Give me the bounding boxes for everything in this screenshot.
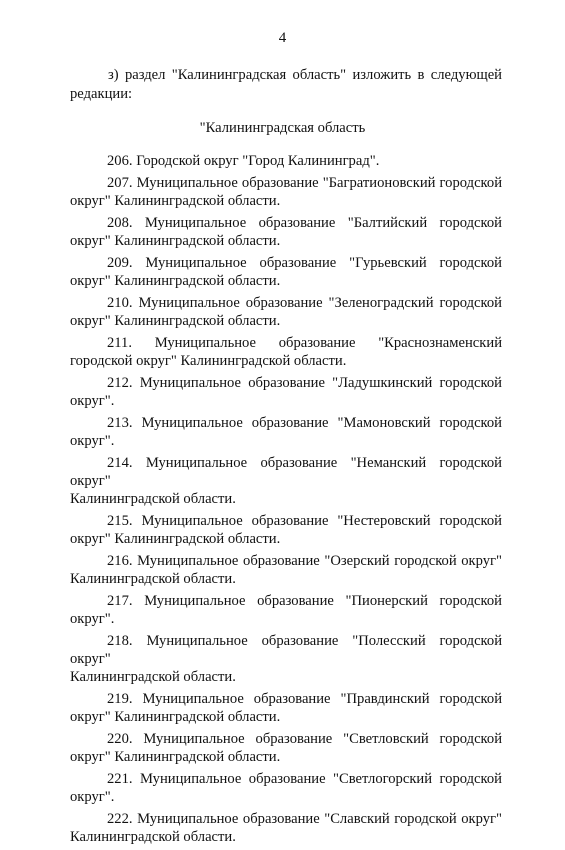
list-item <box>70 810 502 846</box>
list-item-line-2: округ" Калининградской области. <box>70 313 281 329</box>
list-item <box>70 730 502 766</box>
list-item-line-2: Калининградской области. <box>70 829 236 846</box>
list-item-line-1: 216. Муниципальное образование "Озерский городской округ" <box>107 553 502 569</box>
list-item-line-2: округ" Калининградской области. <box>70 233 281 249</box>
section-title: "Калининградская область <box>199 120 366 136</box>
list-item-line-2: округ" Калининградской области. <box>70 709 281 726</box>
list-item-line-1: 210. Муниципальное образование "Зеленоградский городской <box>107 294 502 311</box>
list-item <box>70 294 502 330</box>
list-item-line-1: 219. Муниципальное образование "Правдинский городской <box>107 691 502 708</box>
list-item-line-2: Калининградской области. <box>70 571 236 588</box>
list-item <box>70 152 502 170</box>
list-item-line-1: 213. Муниципальное образование "Мамоновский городской <box>107 414 502 431</box>
list-item <box>70 374 502 410</box>
page-number: 4 <box>278 30 287 46</box>
list-item <box>70 334 502 370</box>
list-item-line-2: округ" Калининградской области. <box>70 193 281 209</box>
list-item-line-2: округ". <box>70 789 115 806</box>
list-item-line-2: округ" Калининградской области. <box>70 531 281 548</box>
list-item <box>70 632 502 687</box>
list-item-line-1: 220. Муниципальное образование "Светловский городской <box>107 731 502 748</box>
municipality-list <box>70 152 502 850</box>
list-item <box>70 174 502 210</box>
list-item-line-2: Калининградской области. <box>70 669 236 686</box>
list-item-line-2: городской округ" Калининградской области. <box>70 353 347 369</box>
list-item-line-1: 215. Муниципальное образование "Нестеровский городской <box>107 513 502 529</box>
list-item-line-1: 221. Муниципальное образование "Светлогорский городской <box>107 771 502 788</box>
list-item <box>70 512 502 548</box>
list-item-line-2: округ". <box>70 393 115 409</box>
list-item <box>70 414 502 450</box>
list-item-line-1: 217. Муниципальное образование "Пионерский городской <box>107 593 502 609</box>
intro-paragraph <box>70 66 502 104</box>
list-item <box>70 690 502 726</box>
intro-line-2: редакции: <box>70 86 133 102</box>
list-item-line-1: 207. Муниципальное образование "Багратионовский городской <box>107 174 502 191</box>
list-item <box>70 254 502 290</box>
intro-line-1: з) раздел "Калининградская область" изложить в следующей <box>108 67 502 83</box>
list-item-line-1: 212. Муниципальное образование "Ладушкинский городской <box>107 374 502 391</box>
list-item-line-1: 214. Муниципальное образование "Неманский городской округ" <box>70 454 502 489</box>
list-item-line-2: округ". <box>70 433 115 449</box>
list-item <box>70 770 502 806</box>
list-item-line-1: 208. Муниципальное образование "Балтийский городской <box>107 214 502 231</box>
list-item-line-2: округ". <box>70 611 115 628</box>
list-item <box>70 454 502 509</box>
list-item <box>70 592 502 628</box>
list-item <box>70 214 502 250</box>
list-item <box>70 552 502 588</box>
list-item-line-1: 218. Муниципальное образование "Полесский городской округ" <box>70 633 502 668</box>
list-item-line-1: 206. Городской округ "Город Калининград". <box>107 153 380 169</box>
list-item-line-2: Калининградской области. <box>70 491 236 508</box>
list-item-line-1: 209. Муниципальное образование "Гурьевский городской <box>107 254 502 271</box>
list-item-line-1: 222. Муниципальное образование "Славский городской округ" <box>107 811 502 828</box>
list-item-line-2: округ" Калининградской области. <box>70 749 281 766</box>
list-item-line-2: округ" Калининградской области. <box>70 273 281 289</box>
list-item-line-1: 211. Муниципальное образование "Краснознаменский <box>107 334 502 351</box>
